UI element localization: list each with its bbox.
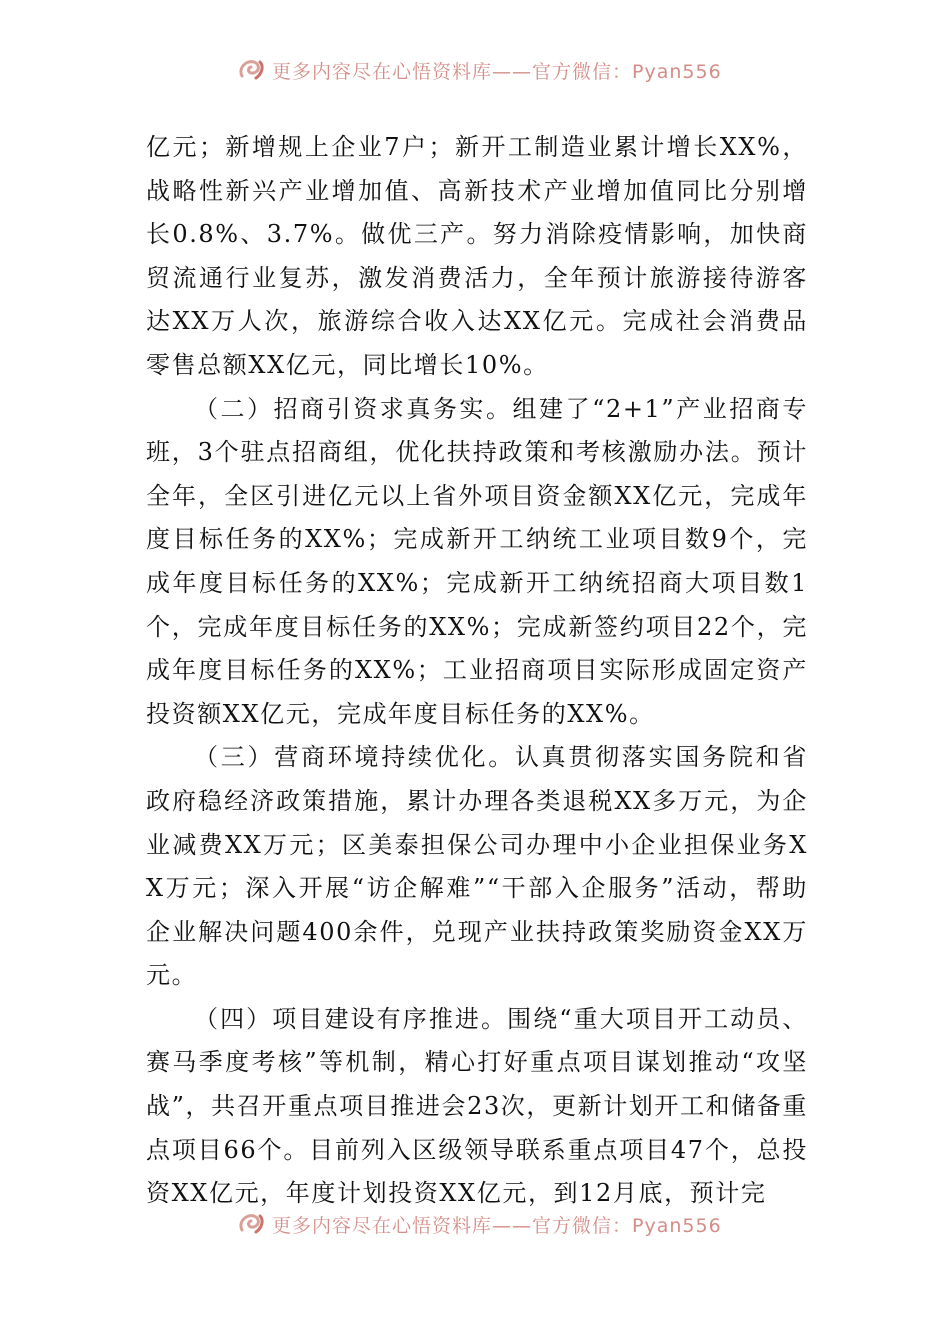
watermark-text: 更多内容尽在心悟资料库——官方微信：Pyan556 [272, 1214, 722, 1237]
footer-watermark [236, 1206, 756, 1242]
document-body [146, 126, 808, 1216]
header-watermark [236, 52, 756, 88]
paragraph-section-2: （二）招商引资求真务实。组建了“2+1”产业招商专班，3个驻点招商组，优化扶持政策和考核激励办法。预计全年，全区引进亿元以上省外项目资金额XX亿元，完成年度目标任务的XX%；完成新开工纳统工业项目数9个，完成年度目标任务的XX%；完成新开工纳统招商大项目数1个，完成年度目标任务的XX%；完成新签约项目22个，完成年度目标任务的XX%；工业招商项目实际形成固定资产投资额XX亿元，完成年度目标任务的XX%。 [146, 394, 808, 728]
paragraph-section-3: （三）营商环境持续优化。认真贯彻落实国务院和省政府稳经济政策措施，累计办理各类退税XX多万元，为企业减费XX万元；区美泰担保公司办理中小企业担保业务XX万元；深入开展“访企解难”“干部入企服务”活动，帮助企业解决问题400余件，兑现产业扶持政策奖励资金XX万元。 [146, 743, 808, 990]
watermark-text: 更多内容尽在心悟资料库——官方微信：Pyan556 [272, 60, 722, 83]
paragraph-section-4: （四）项目建设有序推进。围绕“重大项目开工动员、赛马季度考核”等机制，精心打好重点项目谋划推动“攻坚战”，共召开重点项目推进会23次，更新计划开工和储备重点项目66个。目前列入区级领导联系重点项目47个，总投资XX亿元，年度计划投资XX亿元，到12月底，预计完 [146, 1004, 809, 1208]
paragraph-continuation: 亿元；新增规上企业7户；新开工制造业累计增长XX%，战略性新兴产业增加值、高新技术产业增加值同比分别增长0.8%、3.7%。做优三产。努力消除疫情影响，加快商贸流通行业复苏，激发消费活力，全年预计旅游接待游客达XX万人次，旅游综合收入达XX亿元。完成社会消费品零售总额XX亿元，同比增长10%。 [146, 133, 808, 379]
swirl-logo-icon [236, 1210, 266, 1238]
swirl-logo-icon [236, 56, 266, 84]
